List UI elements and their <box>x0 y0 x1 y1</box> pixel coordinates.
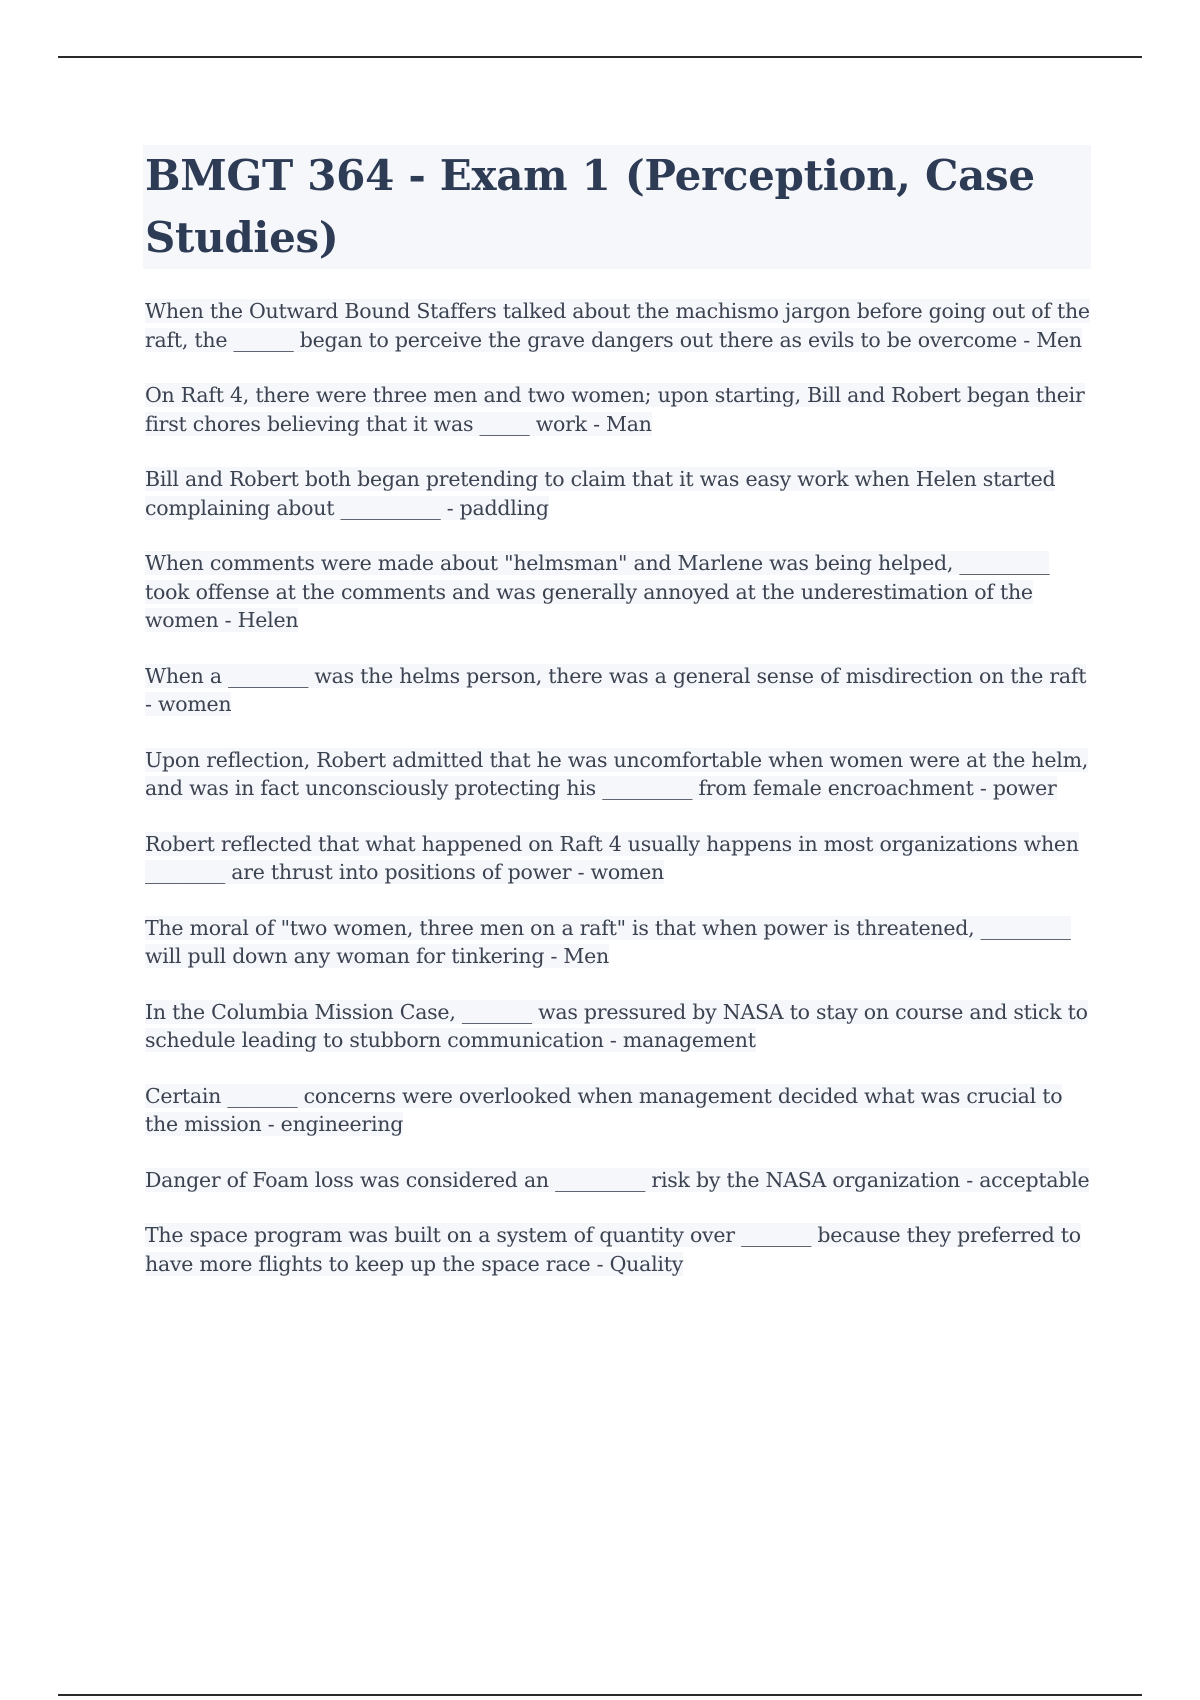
question-text: Robert reflected that what happened on Raft 4 usually happens in most organizations when ________ are thrust into positions of power - women <box>145 831 1079 884</box>
question-text: Danger of Foam loss was considered an _________ risk by the NASA organization - acceptable <box>145 1167 1090 1192</box>
question-text: When comments were made about "helmsman" and Marlene was being helped, _________ took offense at the comments and was generally annoyed at the underestimation of the women - Helen <box>145 551 1050 632</box>
question-text: On Raft 4, there were three men and two women; upon starting, Bill and Robert began their first chores believing that it was _____ work - Man <box>145 383 1085 436</box>
question-item <box>145 1221 1091 1278</box>
question-item <box>145 465 1091 522</box>
question-item <box>145 830 1091 887</box>
bottom-rule <box>58 1694 1142 1696</box>
page-title: BMGT 364 - Exam 1 (Perception, Case Studies) <box>145 151 1035 262</box>
question-text: Upon reflection, Robert admitted that he was uncomfortable when women were at the helm, and was in fact unconsciously protecting his _________ from female encroachment - power <box>145 747 1089 800</box>
question-item <box>145 746 1091 803</box>
question-text: Bill and Robert both began pretending to claim that it was easy work when Helen started complaining about __________ - paddling <box>145 467 1056 520</box>
question-item <box>145 1166 1091 1195</box>
question-item <box>145 381 1091 438</box>
title-block <box>143 145 1091 269</box>
question-text: The moral of "two women, three men on a raft" is that when power is threatened, _________ will pull down any woman for tinkering - Men <box>145 915 1071 968</box>
question-item <box>145 662 1091 719</box>
question-item <box>145 998 1091 1055</box>
question-text: In the Columbia Mission Case, _______ was pressured by NASA to stay on course and stick to schedule leading to stubborn communication - management <box>145 999 1088 1052</box>
question-text: The space program was built on a system of quantity over _______ because they preferred to have more flights to keep up the space race - Quality <box>145 1223 1081 1276</box>
top-rule <box>58 56 1142 58</box>
question-text: Certain _______ concerns were overlooked when management decided what was crucial to the mission - engineering <box>145 1083 1063 1136</box>
question-text: When a ________ was the helms person, there was a general sense of misdirection on the raft - women <box>145 663 1087 716</box>
question-item <box>145 297 1091 354</box>
question-text: When the Outward Bound Staffers talked about the machismo jargon before going out of the raft, the ______ began to perceive the grave dangers out there as evils to be overcome - Men <box>145 299 1090 352</box>
question-item <box>145 1082 1091 1139</box>
question-item <box>145 549 1091 635</box>
question-item <box>145 914 1091 971</box>
question-list <box>145 297 1091 1278</box>
